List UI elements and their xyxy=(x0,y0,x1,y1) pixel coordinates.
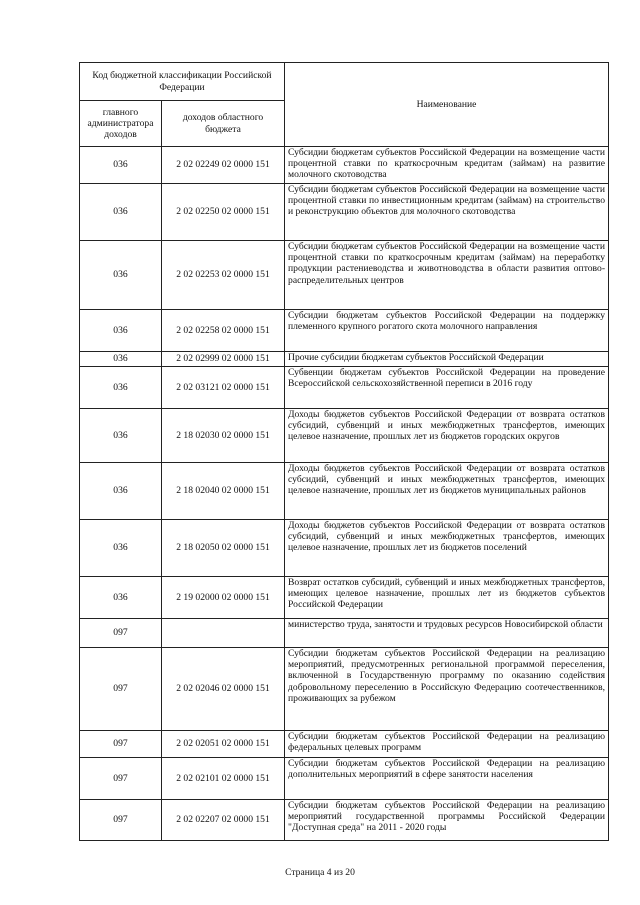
table-row xyxy=(80,463,609,520)
code-cell: 2 02 02253 02 0000 151 xyxy=(162,241,285,310)
admin-cell: 036 xyxy=(80,147,162,184)
name-cell: Субсидии бюджетам субъектов Российской Федерации на реализацию мероприятий, предусмотренных региональной программой переселения, включенной в Государственную программу по оказанию содействия добровольному переселению в Российскую Федерацию соотечественников, проживающих за рубежом xyxy=(285,648,609,731)
admin-cell: 036 xyxy=(80,310,162,352)
admin-cell: 097 xyxy=(80,758,162,800)
code-cell xyxy=(162,619,285,648)
table-row xyxy=(80,648,609,731)
table-row xyxy=(80,310,609,352)
name-cell: Субсидии бюджетам субъектов Российской Федерации на возмещение части процентной ставки по краткосрочным кредитам (займам) на переработку продукции растениеводства и животноводства в области развития оптово-распределительных центров xyxy=(285,241,609,310)
code-cell: 2 02 03121 02 0000 151 xyxy=(162,367,285,409)
code-cell: 2 02 02249 02 0000 151 xyxy=(162,147,285,184)
name-cell: Доходы бюджетов субъектов Российской Федерации от возврата остатков субсидий, субвенций и иных межбюджетных трансфертов, имеющих целевое назначение, прошлых лет из бюджетов муниципальных районов xyxy=(285,463,609,520)
code-cell: 2 18 02030 02 0000 151 xyxy=(162,409,285,463)
name-cell: Субсидии бюджетам субъектов Российской Федерации на возмещение части процентной ставки по инвестиционным кредитам (займам) на строительство и реконструкцию объектов для молочного скотоводства xyxy=(285,184,609,241)
code-cell: 2 02 02258 02 0000 151 xyxy=(162,310,285,352)
name-cell: министерство труда, занятости и трудовых ресурсов Новосибирской области xyxy=(285,619,609,648)
name-cell: Субсидии бюджетам субъектов Российской Федерации на реализацию дополнительных мероприятий в сфере занятости населения xyxy=(285,758,609,800)
header-group-title: Код бюджетной классификации Российской Федерации xyxy=(80,63,285,101)
table-body xyxy=(80,147,609,841)
budget-classification-table xyxy=(79,62,609,841)
table-row xyxy=(80,800,609,841)
code-cell: 2 02 02250 02 0000 151 xyxy=(162,184,285,241)
table-row xyxy=(80,731,609,758)
name-cell: Субсидии бюджетам субъектов Российской Федерации на возмещение части процентной ставки по краткосрочным кредитам (займам) на развитие молочного скотоводства xyxy=(285,147,609,184)
table-row xyxy=(80,577,609,619)
code-cell: 2 02 02999 02 0000 151 xyxy=(162,352,285,367)
code-cell: 2 18 02040 02 0000 151 xyxy=(162,463,285,520)
table-row xyxy=(80,184,609,241)
code-cell: 2 19 02000 02 0000 151 xyxy=(162,577,285,619)
admin-cell: 036 xyxy=(80,352,162,367)
header-name: Наименование xyxy=(285,63,609,147)
code-cell: 2 02 02207 02 0000 151 xyxy=(162,800,285,841)
admin-cell: 097 xyxy=(80,619,162,648)
header-admin: главного администратора доходов xyxy=(80,101,162,147)
table-row xyxy=(80,352,609,367)
table-row xyxy=(80,409,609,463)
name-cell: Субсидии бюджетам субъектов Российской Федерации на поддержку племенного крупного рогатого скота молочного направления xyxy=(285,310,609,352)
code-cell: 2 02 02051 02 0000 151 xyxy=(162,731,285,758)
code-cell: 2 18 02050 02 0000 151 xyxy=(162,520,285,577)
admin-cell: 036 xyxy=(80,463,162,520)
page-number: Страница 4 из 20 xyxy=(285,867,355,878)
header-code: доходов областного бюджета xyxy=(162,101,285,147)
admin-cell: 036 xyxy=(80,520,162,577)
table-row xyxy=(80,520,609,577)
name-cell: Доходы бюджетов субъектов Российской Федерации от возврата остатков субсидий, субвенций и иных межбюджетных трансфертов, имеющих целевое назначение, прошлых лет из бюджетов поселений xyxy=(285,520,609,577)
admin-cell: 097 xyxy=(80,648,162,731)
table-row xyxy=(80,758,609,800)
code-cell: 2 02 02101 02 0000 151 xyxy=(162,758,285,800)
name-cell: Возврат остатков субсидий, субвенций и иных межбюджетных трансфертов, имеющих целевое назначение, прошлых лет из бюджетов субъектов Российской Федерации xyxy=(285,577,609,619)
table-row xyxy=(80,241,609,310)
name-cell: Прочие субсидии бюджетам субъектов Российской Федерации xyxy=(285,352,609,367)
table-row xyxy=(80,367,609,409)
admin-cell: 036 xyxy=(80,367,162,409)
admin-cell: 036 xyxy=(80,409,162,463)
name-cell: Субсидии бюджетам субъектов Российской Федерации на реализацию федеральных целевых программ xyxy=(285,731,609,758)
admin-cell: 097 xyxy=(80,731,162,758)
table-row xyxy=(80,619,609,648)
name-cell: Доходы бюджетов субъектов Российской Федерации от возврата остатков субсидий, субвенций и иных межбюджетных трансфертов, имеющих целевое назначение, прошлых лет из бюджетов городских округов xyxy=(285,409,609,463)
admin-cell: 036 xyxy=(80,184,162,241)
admin-cell: 036 xyxy=(80,577,162,619)
admin-cell: 097 xyxy=(80,800,162,841)
table-row xyxy=(80,147,609,184)
name-cell: Субвенции бюджетам субъектов Российской Федерации на проведение Всероссийской сельскохозяйственной переписи в 2016 году xyxy=(285,367,609,409)
admin-cell: 036 xyxy=(80,241,162,310)
name-cell: Субсидии бюджетам субъектов Российской Федерации на реализацию мероприятий государственной программы Российской Федерации "Доступная среда" на 2011 - 2020 годы xyxy=(285,800,609,841)
code-cell: 2 02 02046 02 0000 151 xyxy=(162,648,285,731)
